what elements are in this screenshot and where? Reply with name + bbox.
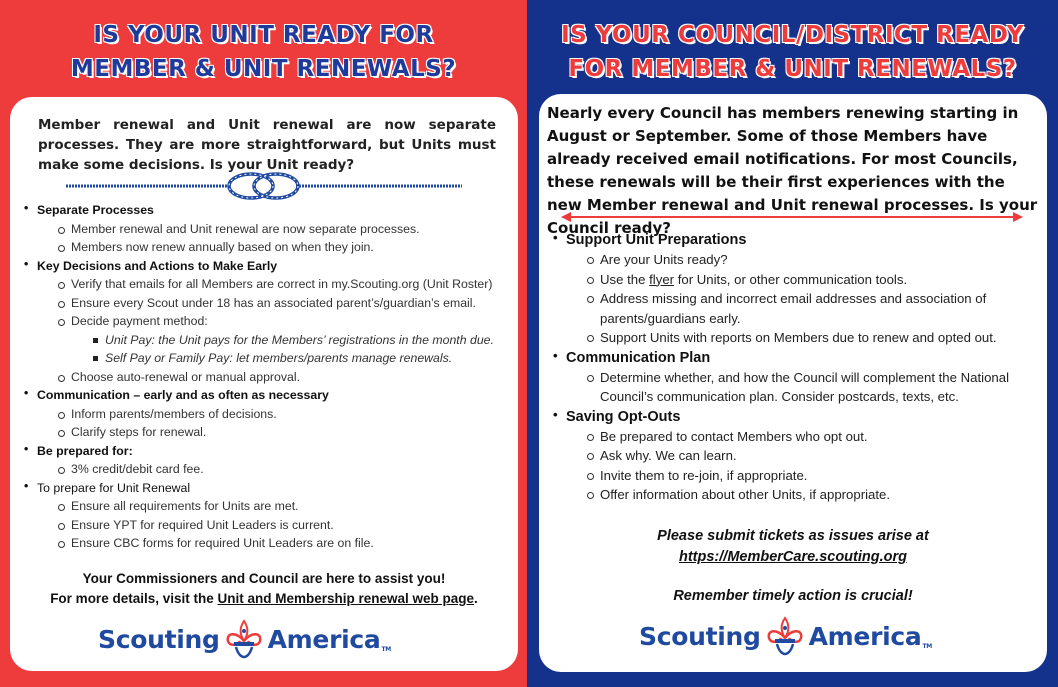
logo-word-scouting: Scouting xyxy=(639,621,761,651)
council-intro: Nearly every Council has members renewing starting in August or September. Some of those Members have already received email notifications. For most Councils, these renewals will be their first experiences with the new Member renewal and Unit renewal processes. Is your Council ready? xyxy=(547,104,1038,237)
list-item xyxy=(58,368,514,387)
council-title-line-1: IS YOUR COUNCIL/DISTRICT READY xyxy=(561,22,1024,48)
unit-title-line-2: MEMBER & UNIT RENEWALS? xyxy=(70,56,457,82)
list-item xyxy=(587,328,1043,348)
logo-word-scouting: Scouting xyxy=(98,624,220,654)
item-text: Member renewal and Unit renewal are now separate processes. xyxy=(71,221,420,236)
unit-checklist xyxy=(24,201,514,553)
list-item xyxy=(58,294,514,313)
list-item xyxy=(58,220,514,239)
item-text: Offer information about other Units, if appropriate. xyxy=(600,487,891,502)
scouting-america-logo xyxy=(639,614,932,658)
item-text: Ensure YPT for required Unit Leaders is current. xyxy=(71,517,334,532)
section-items xyxy=(566,427,1043,505)
section-items xyxy=(566,250,1043,348)
item-text: Be prepared to contact Members who opt out. xyxy=(600,428,868,444)
section-items xyxy=(37,220,514,257)
item-text-prefix: Use the xyxy=(600,271,650,287)
checklist-section xyxy=(24,479,514,553)
section-items xyxy=(37,460,514,479)
payment-options xyxy=(71,331,514,368)
section-items xyxy=(37,405,514,442)
checklist-section xyxy=(553,407,1043,505)
list-item xyxy=(58,405,514,424)
item-text: Members now renew annually based on when they join. xyxy=(71,240,374,254)
unit-title-line-1: IS YOUR UNIT READY FOR xyxy=(93,22,434,48)
list-item xyxy=(587,466,1043,486)
double-arrow-divider xyxy=(561,210,1023,224)
council-card xyxy=(539,94,1047,672)
trademark-mark: TM xyxy=(381,646,391,653)
checklist-section xyxy=(24,386,514,442)
renewal-web-page-link[interactable]: Unit and Membership renewal web page xyxy=(217,591,475,606)
list-item xyxy=(58,460,514,479)
fleur-de-lis-icon xyxy=(763,614,807,658)
item-text: Ensure all requirements for Units are met. xyxy=(71,499,299,513)
payment-option: Unit Pay: the Unit pays for the Members’ registrations in the month due. xyxy=(93,331,514,350)
unit-intro: Member renewal and Unit renewal are now separate processes. They are more straightforward, but Units must make some decisions. Is your Unit ready? xyxy=(38,117,496,173)
item-text: Ensure CBC forms for required Unit Leaders are on file. xyxy=(71,536,374,550)
item-text: Determine whether, and how the Council will complement the National Council’s communication plan. Consider postcards, texts, etc. xyxy=(600,369,1010,404)
assist-message: Your Commissioners and Council are here to assist you! xyxy=(82,571,446,586)
list-item xyxy=(58,312,514,368)
checklist-section xyxy=(24,257,514,387)
unit-panel xyxy=(0,0,527,687)
item-text-suffix: for Units, or other communication tools. xyxy=(674,271,908,287)
list-item xyxy=(587,368,1043,407)
checklist-section xyxy=(553,230,1043,348)
item-text: Ask why. We can learn. xyxy=(600,448,737,463)
checklist-section xyxy=(24,442,514,479)
section-items xyxy=(37,275,514,386)
section-heading: • Be prepared for: xyxy=(37,443,133,458)
item-text: Choose auto-renewal or manual approval. xyxy=(71,369,300,384)
square-knot-divider xyxy=(66,171,462,201)
item-text: Support Units with reports on Members due to renew and opted out. xyxy=(600,330,997,345)
unit-card xyxy=(10,97,518,671)
item-text: Decide payment method: xyxy=(71,314,208,328)
list-item xyxy=(58,275,514,294)
section-heading: • Key Decisions and Actions to Make Early xyxy=(37,258,278,273)
section-items xyxy=(37,497,514,553)
section-items xyxy=(566,368,1043,407)
payment-option: Self Pay or Family Pay: let members/parents manage renewals. xyxy=(93,349,514,368)
council-panel-title xyxy=(527,18,1058,86)
details-suffix: . xyxy=(474,591,478,606)
item-text: 3% credit/debit card fee. xyxy=(71,462,204,476)
scouting-america-logo xyxy=(98,617,391,661)
item-text: Invite them to re-join, if appropriate. xyxy=(600,467,808,483)
tickets-note xyxy=(539,526,1047,568)
list-item xyxy=(58,534,514,553)
flyer-link[interactable]: flyer xyxy=(649,271,675,287)
checklist-section xyxy=(553,348,1043,407)
fleur-de-lis-icon xyxy=(222,617,266,661)
item-text: Clarify steps for renewal. xyxy=(71,425,207,439)
section-heading: • Saving Opt-Outs xyxy=(566,408,681,425)
checklist-section xyxy=(24,201,514,257)
details-line xyxy=(10,589,518,609)
item-text: Are your Units ready? xyxy=(600,252,728,267)
item-text: Ensure every Scout under 18 has an associated parent’s/guardian’s email. xyxy=(71,295,476,310)
list-item xyxy=(587,289,1043,328)
unit-panel-title xyxy=(0,18,527,86)
council-panel xyxy=(527,0,1058,687)
logo-word-america: America xyxy=(267,624,381,654)
section-heading: • To prepare for Unit Renewal xyxy=(37,480,191,495)
list-item xyxy=(587,270,1043,290)
section-heading: • Communication Plan xyxy=(566,349,711,366)
section-heading: • Communication – early and as often as necessary xyxy=(37,388,329,402)
list-item xyxy=(587,485,1043,505)
item-text: Address missing and incorrect email addresses and association of parents/guardians early. xyxy=(600,291,987,326)
section-heading: • Support Unit Preparations xyxy=(566,232,747,248)
list-item xyxy=(587,427,1043,447)
list-item xyxy=(58,497,514,516)
unit-footer xyxy=(10,569,518,609)
list-item xyxy=(58,516,514,535)
list-item xyxy=(587,250,1043,270)
council-title-line-2: FOR MEMBER & UNIT RENEWALS? xyxy=(568,56,1017,82)
timely-action-note: Remember timely action is crucial! xyxy=(673,588,913,604)
details-prefix: For more details, visit the xyxy=(50,591,218,606)
tickets-text: Please submit tickets as issues arise at xyxy=(657,528,929,544)
membercare-link[interactable]: https://MemberCare.scouting.org xyxy=(679,549,907,565)
trademark-mark: TM xyxy=(922,643,932,650)
logo-word-america: America xyxy=(808,621,922,651)
item-text: Verify that emails for all Members are correct in my.Scouting.org (Unit Roster) xyxy=(71,277,493,291)
list-item xyxy=(58,423,514,442)
section-heading: • Separate Processes xyxy=(37,203,154,217)
list-item xyxy=(58,238,514,257)
item-text: Inform parents/members of decisions. xyxy=(71,406,277,421)
council-checklist xyxy=(553,230,1043,505)
list-item xyxy=(587,446,1043,466)
